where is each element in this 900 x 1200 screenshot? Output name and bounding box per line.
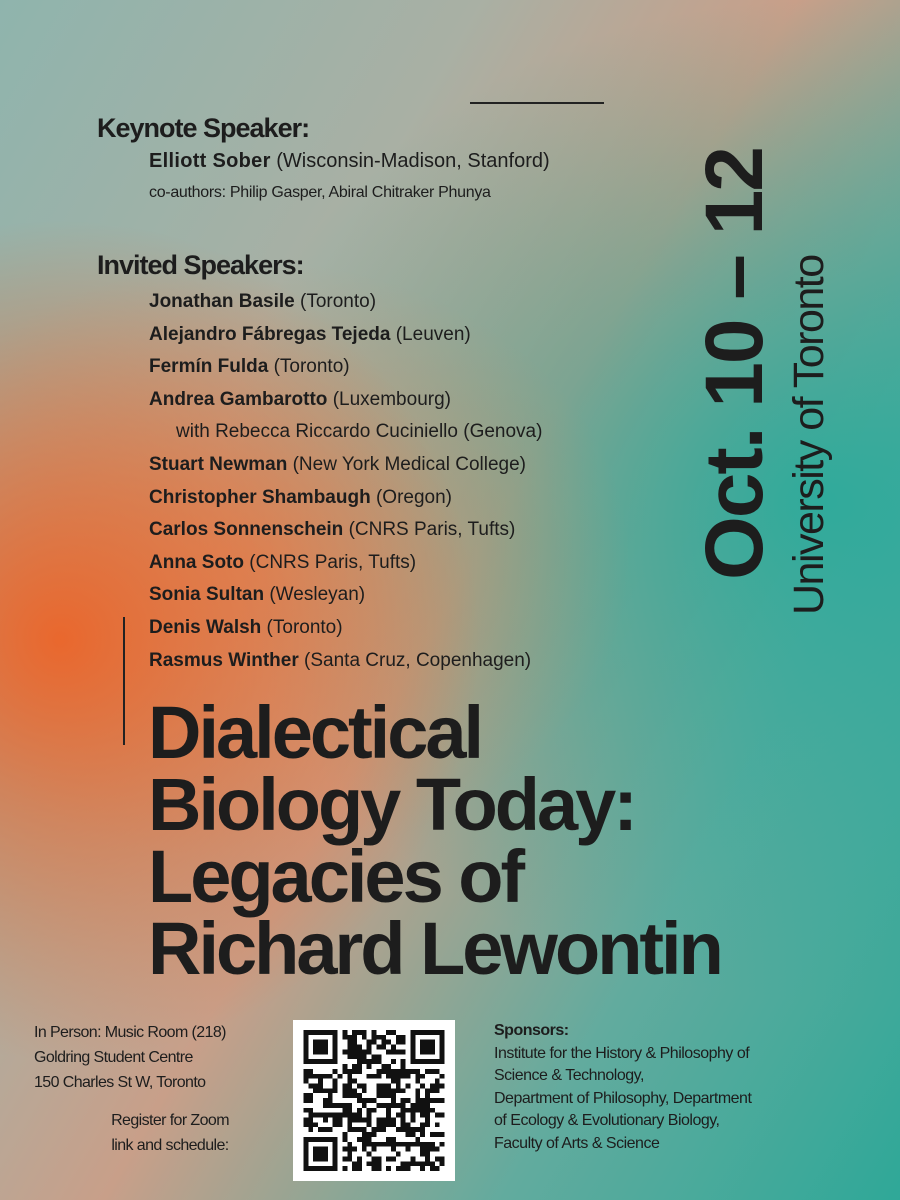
speaker-affiliation: (CNRS Paris, Tufts)	[348, 519, 516, 541]
speaker-name: Rasmus Winther	[149, 649, 299, 671]
sponsor-line: Department of Philosophy, Department	[494, 1089, 752, 1107]
speaker-name: Fermín Fulda	[149, 356, 269, 378]
speaker-name: Christopher Shambaugh	[149, 486, 371, 508]
speaker-affiliation: (Luxembourg)	[332, 388, 451, 410]
register-line: Register for Zoom	[111, 1112, 229, 1129]
speaker-item	[149, 384, 542, 417]
speaker-affiliation: (Santa Cruz, Copenhagen)	[304, 649, 532, 671]
keynote-affiliation: (Wisconsin-Madison, Stanford)	[276, 150, 550, 172]
speaker-name: Andrea Gambarotto	[149, 388, 328, 410]
keynote-speaker	[149, 150, 550, 173]
speaker-affiliation: (Toronto)	[266, 616, 343, 638]
venue-line: In Person: Music Room (218)	[34, 1024, 226, 1041]
sponsors-heading: Sponsors:	[494, 1022, 569, 1039]
speaker-item	[149, 286, 542, 319]
keynote-coauthors: co-authors: Philip Gasper, Abiral Chitraker Phunya	[149, 184, 491, 201]
invited-speakers-list	[149, 286, 542, 677]
decorative-divider	[470, 102, 604, 104]
event-dates: Oct. 10 – 12	[689, 148, 780, 580]
speaker-item	[149, 514, 542, 547]
sponsor-line: Science & Technology,	[494, 1067, 644, 1084]
speaker-item	[149, 482, 542, 515]
speaker-name: Stuart Newman	[149, 453, 288, 475]
speaker-affiliation: (Oregon)	[375, 486, 452, 508]
title-line: Richard Lewontin	[148, 907, 721, 990]
registration-qr-code[interactable]	[293, 1020, 455, 1181]
speaker-item	[149, 449, 542, 482]
sponsors-block	[494, 1020, 751, 1155]
register-line: link and schedule:	[111, 1137, 229, 1154]
speaker-affiliation: with Rebecca Riccardo Cuciniello (Genova)	[176, 421, 543, 443]
speaker-name: Anna Soto	[149, 551, 244, 573]
venue-info	[34, 1020, 226, 1095]
decorative-vertical-line	[123, 617, 125, 745]
venue-line: Goldring Student Centre	[34, 1049, 193, 1066]
speaker-affiliation: (Toronto)	[273, 356, 350, 378]
register-info	[80, 1108, 260, 1158]
speaker-name: Jonathan Basile	[149, 291, 295, 312]
keynote-heading: Keynote Speaker:	[97, 113, 310, 143]
speaker-affiliation: (Wesleyan)	[269, 584, 366, 606]
speaker-name: Sonia Sultan	[149, 584, 265, 606]
speaker-item	[149, 319, 542, 352]
qr-code-icon	[303, 1030, 445, 1171]
speaker-name: Alejandro Fábregas Tejeda	[149, 323, 391, 345]
speaker-affiliation: (CNRS Paris, Tufts)	[249, 551, 417, 573]
speaker-affiliation: (New York Medical College)	[292, 453, 526, 475]
speaker-item	[149, 351, 542, 384]
speaker-item	[149, 645, 542, 678]
invited-heading: Invited Speakers:	[97, 250, 304, 280]
title-line: Legacies of	[148, 835, 523, 918]
title-line: Biology Today:	[148, 763, 635, 846]
speaker-item	[149, 416, 542, 449]
speaker-item	[149, 579, 542, 612]
title-line: Dialectical	[148, 691, 482, 774]
sponsor-line: Institute for the History & Philosophy of	[494, 1044, 750, 1062]
keynote-name: Elliott Sober	[149, 150, 271, 172]
sponsor-line: of Ecology & Evolutionary Biology,	[494, 1112, 720, 1129]
speaker-affiliation: (Toronto)	[300, 291, 377, 312]
event-title	[148, 691, 721, 990]
speaker-affiliation: (Leuven)	[395, 323, 471, 345]
speaker-name: Denis Walsh	[149, 616, 262, 638]
speaker-name: Carlos Sonnenschein	[149, 519, 344, 541]
event-location: University of Toronto	[785, 255, 833, 615]
sponsor-line: Faculty of Arts & Science	[494, 1134, 660, 1152]
speaker-item	[149, 547, 542, 580]
speaker-item	[149, 612, 542, 645]
venue-line: 150 Charles St W, Toronto	[34, 1074, 206, 1091]
